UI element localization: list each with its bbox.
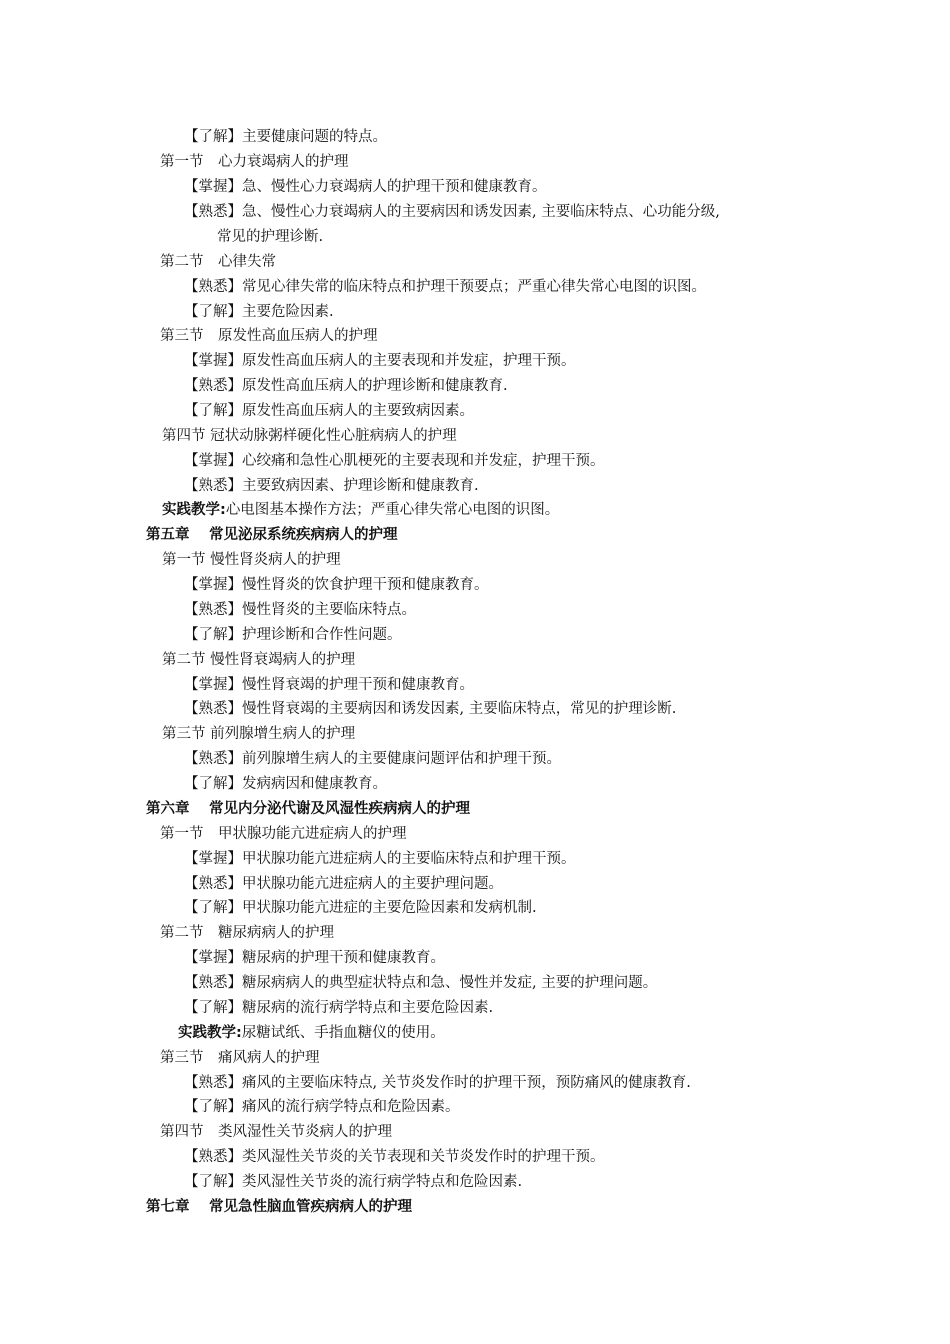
requirement-line: 【掌握】慢性肾炎的饮食护理干预和健康教育。 — [184, 577, 489, 593]
chapter-heading: 第五章 常见泌尿系统疾病病人的护理 — [146, 527, 398, 543]
requirement-line: 【熟悉】甲状腺功能亢进症病人的主要护理问题。 — [184, 876, 503, 892]
requirement-line: 【了解】痛风的流行病学特点和危险因素。 — [184, 1099, 460, 1115]
practice-label: 实践教学: — [178, 1025, 242, 1041]
requirement-line: 【掌握】急、慢性心力衰竭病人的护理干预和健康教育。 — [184, 179, 547, 195]
requirement-line: 【熟悉】类风湿性关节炎的关节表现和关节炎发作时的护理干预。 — [184, 1149, 605, 1165]
requirement-line: 【熟悉】急、慢性心力衰竭病人的主要病因和诱发因素, 主要临床特点、心功能分级, — [184, 204, 720, 220]
section-heading: 第二节 慢性肾衰竭病人的护理 — [162, 652, 356, 668]
requirement-line: 【熟悉】主要致病因素、护理诊断和健康教育. — [184, 478, 479, 494]
requirement-line: 【了解】护理诊断和合作性问题。 — [184, 627, 402, 643]
requirement-line: 【了解】主要危险因素. — [184, 304, 334, 320]
practice-label: 实践教学: — [162, 502, 226, 518]
requirement-continuation: 常见的护理诊断. — [217, 229, 324, 245]
requirement-line: 【了解】原发性高血压病人的主要致病因素。 — [184, 403, 474, 419]
practice-teaching-line — [162, 500, 559, 520]
requirement-line: 【了解】主要健康问题的特点。 — [184, 129, 387, 145]
practice-teaching-line — [178, 1023, 445, 1043]
requirement-line: 【了解】发病病因和健康教育。 — [184, 776, 387, 792]
section-heading: 第二节 糖尿病病人的护理 — [160, 925, 334, 941]
requirement-line: 【了解】糖尿病的流行病学特点和主要危险因素. — [184, 1000, 494, 1016]
requirement-line: 【掌握】慢性肾衰竭的护理干预和健康教育。 — [184, 677, 474, 693]
requirement-line: 【熟悉】慢性肾炎的主要临床特点。 — [184, 602, 416, 618]
chapter-heading: 第六章 常见内分泌代谢及风湿性疾病病人的护理 — [146, 801, 471, 817]
requirement-line: 【掌握】原发性高血压病人的主要表现和并发症，护理干预。 — [184, 353, 576, 369]
section-heading: 第二节 心律失常 — [160, 254, 276, 270]
requirement-line: 【掌握】甲状腺功能亢进症病人的主要临床特点和护理干预。 — [184, 851, 576, 867]
requirement-line: 【熟悉】常见心律失常的临床特点和护理干预要点；严重心律失常心电图的识图。 — [184, 279, 706, 295]
section-heading: 第三节 前列腺增生病人的护理 — [162, 726, 356, 742]
requirement-line: 【了解】甲状腺功能亢进症的主要危险因素和发病机制. — [184, 900, 537, 916]
requirement-line: 【掌握】心绞痛和急性心肌梗死的主要表现和并发症，护理干预。 — [184, 453, 605, 469]
section-heading: 第四节 冠状动脉粥样硬化性心脏病病人的护理 — [162, 428, 457, 444]
requirement-line: 【熟悉】原发性高血压病人的护理诊断和健康教育. — [184, 378, 508, 394]
section-heading: 第三节 原发性高血压病人的护理 — [160, 328, 378, 344]
section-heading: 第四节 类风湿性关节炎病人的护理 — [160, 1124, 392, 1140]
section-heading: 第三节 痛风病人的护理 — [160, 1050, 320, 1066]
practice-content: 尿糖试纸、手指血糖仪的使用。 — [241, 1025, 445, 1041]
chapter-heading: 第七章 常见急性脑血管疾病病人的护理 — [146, 1199, 413, 1215]
section-heading: 第一节 慢性肾炎病人的护理 — [162, 552, 341, 568]
requirement-line: 【掌握】糖尿病的护理干预和健康教育。 — [184, 950, 445, 966]
requirement-line: 【熟悉】慢性肾衰竭的主要病因和诱发因素, 主要临床特点，常见的护理诊断. — [184, 701, 677, 717]
requirement-line: 【了解】类风湿性关节炎的流行病学特点和危险因素. — [184, 1174, 523, 1190]
requirement-line: 【熟悉】痛风的主要临床特点, 关节炎发作时的护理干预，预防痛风的健康教育. — [184, 1075, 691, 1091]
section-heading: 第一节 心力衰竭病人的护理 — [160, 154, 349, 170]
section-heading: 第一节 甲状腺功能亢进症病人的护理 — [160, 826, 407, 842]
requirement-line: 【熟悉】前列腺增生病人的主要健康问题评估和护理干预。 — [184, 751, 561, 767]
practice-content: 心电图基本操作方法；严重心律失常心电图的识图。 — [225, 502, 560, 518]
requirement-line: 【熟悉】糖尿病病人的典型症状特点和急、慢性并发症, 主要的护理问题。 — [184, 975, 658, 991]
